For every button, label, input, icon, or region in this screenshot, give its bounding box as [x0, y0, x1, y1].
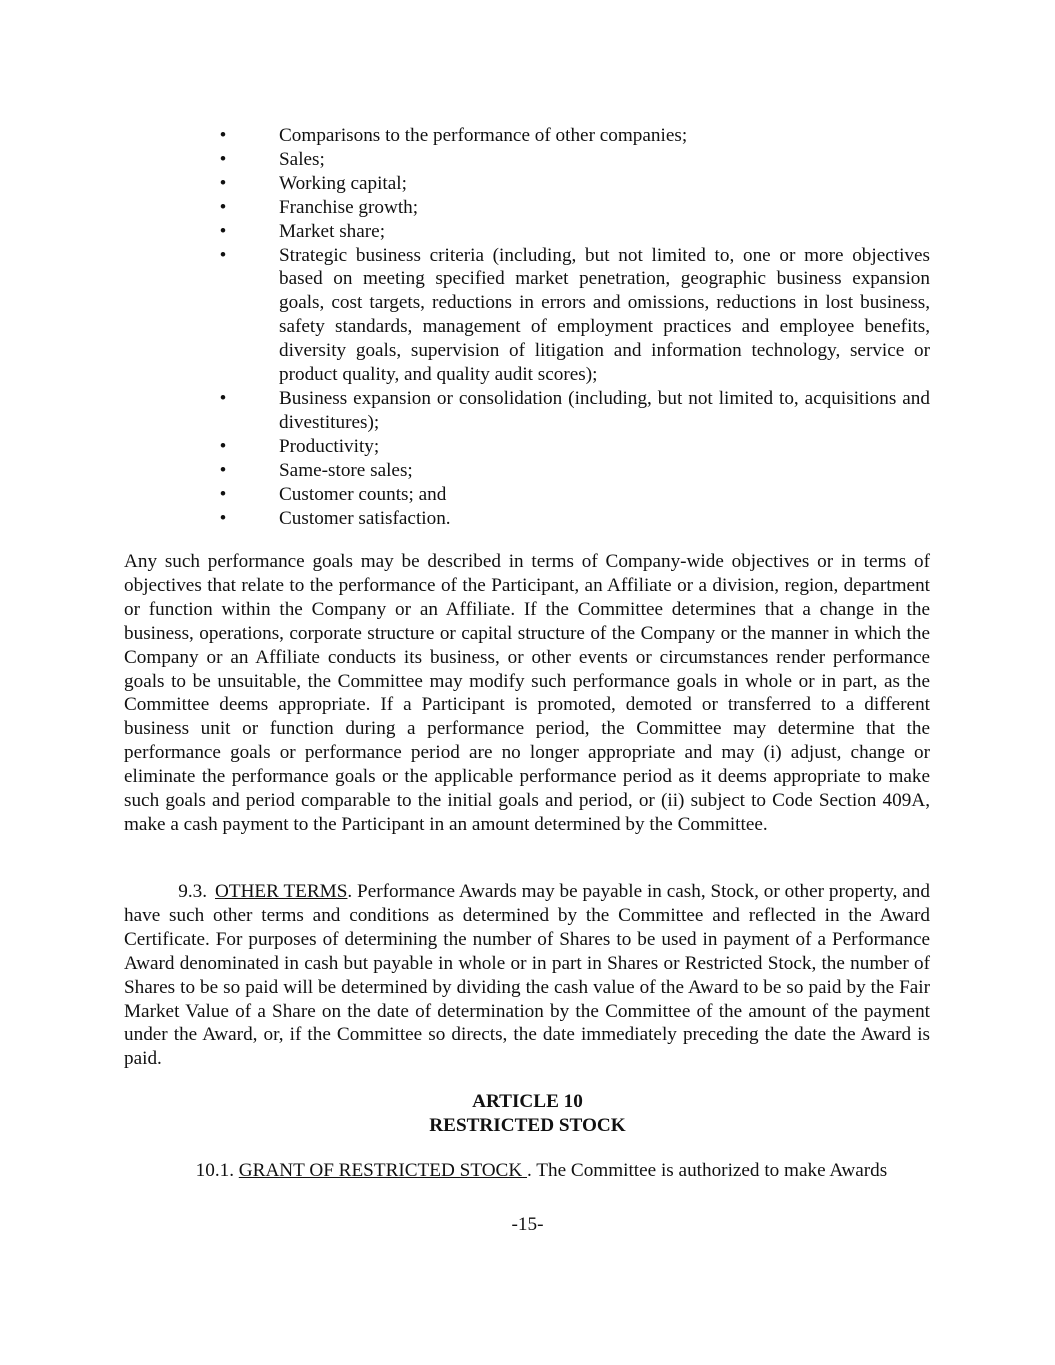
list-item: • Customer satisfaction.	[216, 507, 930, 531]
bullet-icon: •	[219, 172, 227, 194]
list-item: • Strategic business criteria (including, but not limited to, one or more objectives based on meeting specified market penetration, geographic business expansion goals, cost targets, reductions in errors and omissions, reductions in lost business, safety standards, management of employment practices and employee benefits, diversity goals, supervision of litigation and information technology, service or product quality, and quality audit scores);	[216, 244, 930, 387]
bullet-icon: •	[219, 196, 227, 218]
list-item: • Productivity;	[216, 435, 930, 459]
list-item: • Working capital;	[216, 172, 930, 196]
performance-criteria-list	[216, 124, 930, 530]
bullet-icon: •	[219, 125, 227, 146]
bullet-icon: •	[219, 483, 227, 505]
list-item: • Franchise growth;	[216, 196, 930, 220]
list-item: • Business expansion or consolidation (including, but not limited to, acquisitions and divestitures);	[216, 387, 930, 435]
bullet-icon: •	[219, 220, 227, 242]
list-item: • Comparisons to the performance of other companies;	[216, 124, 930, 148]
section-body: . Performance Awards may be payable in cash, Stock, or other property, and have such other terms and conditions as determined by the Committee and reflected in the Award Certificate. For purposes of determining the number of Shares to be used in payment of a Performance Award denominated in cash but payable in whole or in part in Shares or Restricted Stock, the number of Shares to be so paid will be determined by dividing the cash value of the Award to be so paid by the Fair Market Value of a Share on the date of determination by the Committee of the amount of the payment under the Award, or, if the Committee so directs, the date immediately preceding the date the Award is paid.	[124, 881, 930, 1070]
section-number: 9.3.	[178, 881, 207, 902]
section-title: GRANT OF RESTRICTED STOCK	[238, 1160, 528, 1181]
list-item: • Market share;	[216, 220, 930, 244]
page-number: -15-	[511, 1214, 544, 1235]
section-9-3-paragraph	[124, 880, 930, 1071]
article-heading: ARTICLE 10	[472, 1091, 583, 1112]
performance-goals-paragraph: Any such performance goals may be described in terms of Company-wide objectives or in terms of objectives that relate to the performance of the Participant, an Affiliate or a division, region, department or function within the Company or an Affiliate. If the Committee determines that a change in the business, operations, corporate structure or capital structure of the Company or the manner in which the Company or an Affiliate conducts its business, or other events or circumstances render performance goals to be unsuitable, the Committee may modify such performance goals in whole or in part, as the Committee deems appropriate. If a Participant is promoted, demoted or transferred to a different business unit or function during a performance period, the Committee may determine that the performance goals or performance period are no longer appropriate and may (i) adjust, change or eliminate the performance goals or the applicable performance period as it deems appropriate to make such goals and period comparable to the initial goals and period, or (ii) subject to Code Section 409A, make a cash payment to the Participant in an amount determined by the Committee.	[124, 551, 930, 835]
list-item: • Same-store sales;	[216, 459, 930, 483]
section-title: OTHER TERMS	[215, 881, 348, 902]
section-number: 10.1.	[195, 1160, 234, 1181]
bullet-icon: •	[219, 148, 227, 170]
article-subheading: RESTRICTED STOCK	[429, 1115, 626, 1136]
section-body: . The Committee is authorized to make Awards	[527, 1160, 888, 1181]
bullet-icon: •	[219, 244, 227, 266]
bullet-icon: •	[219, 435, 227, 457]
list-item: • Sales;	[216, 148, 930, 172]
list-item: • Customer counts; and	[216, 483, 930, 507]
bullet-icon: •	[219, 507, 227, 529]
bullet-icon: •	[219, 387, 227, 409]
section-10-1-paragraph	[124, 1159, 930, 1183]
bullet-icon: •	[219, 459, 227, 481]
